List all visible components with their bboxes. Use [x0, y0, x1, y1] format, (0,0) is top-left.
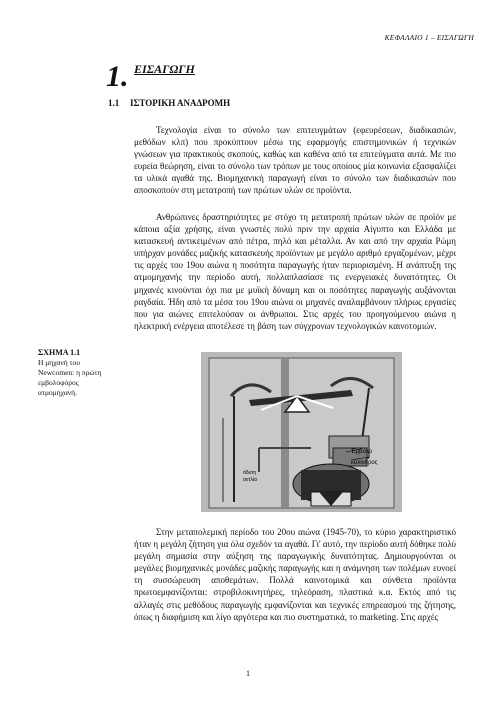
pipe-label-bottom: αντλία: [243, 477, 257, 483]
section-title: ΙΣΤΟΡΙΚΗ ΑΝΑΔΡΟΜΗ: [130, 98, 231, 108]
section-number: 1.1: [108, 98, 120, 108]
paragraph-1: [134, 124, 456, 197]
running-header: ΚΕΦΑΛΑΙΟ 1 – ΕΙΣΑΓΩΓΗ: [384, 33, 474, 42]
section-heading: [108, 98, 230, 108]
newcomen-engine-figure: [201, 352, 402, 512]
piston-label: Έμβολο: [351, 449, 373, 455]
paragraph-text: Τεχνολογία είναι το σύνολο των επιτευγμάτων (εφευρέσεων, διαδικασιών, μεθόδων κλπ) που προκύπτουν μέσω της εφαρμογής επιστημονικών ή τεχνικών γνώσεων για πρακτικούς σκοπούς, καθώς και καθένα από τα επιτεύγματα αυτά. Με πιο ευρεία θεώρηση, είναι το σύνολο των τρόπων με τους οποίους μία κοινωνία εξασφαλίζει τα υλικά αγαθά της. Βιομηχανική παραγωγή είναι το σύνολο των διαδικασιών που αποσκοπούν στη μετατροπή των πρώτων υλών σε προϊόντα.: [134, 125, 456, 196]
chapter-title: ΕΙΣΑΓΩΓΗ: [134, 62, 195, 76]
figure-caption: [38, 348, 118, 398]
page-number: 1: [246, 669, 250, 678]
chapter-number: 1.: [106, 60, 129, 93]
paragraph-text: Στην μεταπολεμική περίοδο του 20ου αιώνα (1945-70), το κύριο χαρακτηριστικό ήταν η μεγάλη ζήτηση για όλα σχεδόν τα αγαθά. Γι' αυτό, την περίοδο αυτή δόθηκε πολύ μεγάλη σημασία στην αύξηση της παραγωγικής δυνατότητας. Δημιουργούνται οι μεγάλες βιομηχανικές μονάδες μαζικής παραγωγής και η ανάμνηση των πολέμων ευνοεί τη συσσώρευση αποθεμάτων. Πολλά καινοτομικά και σύνθετα προϊόντα πρωτοεμφανίζονται: στροβιλοκινητήρες, τηλεόραση, πλαστικά κ.α. Εκτός από τις αλλαγές στις μεθόδους παραγωγής εμφανίζονται και τεχνικές επηρεασμού της ζήτησης, όπως η διαφήμιση και λίγο αργότερα και πιο συστηματικά, το marketing. Στις αρχές: [134, 527, 456, 622]
pipe-label-top: άδυτη: [243, 470, 257, 476]
figure-label: ΣΧΗΜΑ 1.1: [38, 348, 81, 357]
paragraph-2: [134, 211, 456, 332]
cylinder-label: κύλινδρος: [351, 460, 378, 466]
paragraph-3: [134, 526, 456, 623]
figure-caption-text: Η μηχανή του Newcomen: η πρώτη εμβολοφόρος ατμομηχανή.: [38, 358, 102, 397]
engine-illustration: [201, 352, 402, 512]
paragraph-text: Ανθρώπινες δραστηριότητες με στόχο τη μετατροπή πρώτων υλών σε προϊόν με κάποια αξία χρήσης, είναι γνωστές πολύ πριν την αρχαία Αίγυπτο και Ελλάδα με κατασκευή αντικειμένων από πέτρα, πηλό και μέταλλα. Αν και από την αρχαία Ρώμη υπήρχαν μονάδες μαζικής κατασκευής προϊόντων με μεγάλο αριθμό εργαζομένων, μέχρι τις αρχές του 19ου αιώνα η ποσότητα παραγωγής ήταν περιορισμένη. Η ανάπτυξη της ατμομηχανής την περίοδο αυτή, πολλαπλασίασε τις ενεργειακές δυνατότητες. Οι μηχανές κινούνται όχι πια με μυϊκή δύναμη και οι ποσότητες παραγωγής αυξάνονται ραγδαία. Ήδη από τα μέσα του 19ου αιώνα οι μηχανές αναλαμβάνουν πλήρως εργασίες που για αιώνες επιτελούσαν οι άνθρωποι. Στις αρχές του προηγούμενου αιώνα η ηλεκτρική ενέργεια αποτέλεσε τη βάση των σύγχρονων τεχνολογικών καινοτομιών.: [134, 212, 456, 331]
